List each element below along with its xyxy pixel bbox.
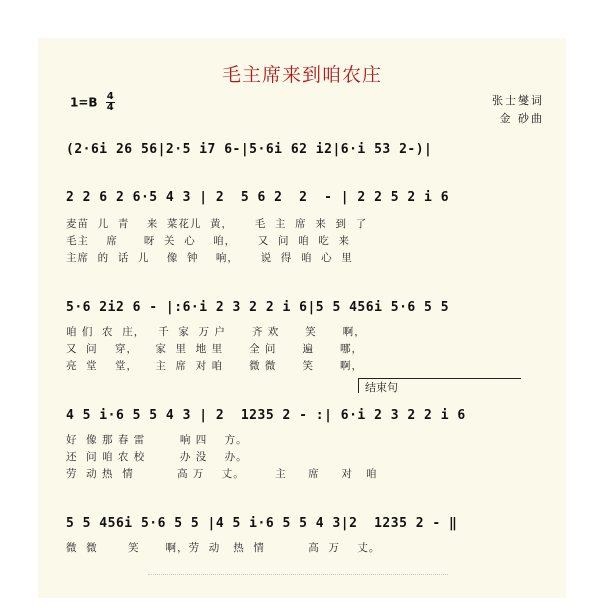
- song-title: 毛主席来到咱农庄: [221, 64, 382, 86]
- system-3-lyric-2: 还 问 咱 农 校 办 没 办。: [66, 451, 248, 463]
- system-3-lyric-3: 劳 动 热 情 高 万 丈。 主 席 对 咱: [66, 468, 378, 480]
- system-1-lyric-1: 麦苗 儿 青 来 菜花儿 黄， 毛 主 席 来 到 了: [66, 218, 368, 230]
- system-1-lyric-2: 毛主 席 呀 关 心 咱， 又 问 咱 吃 来: [66, 235, 350, 247]
- key-signature: [70, 92, 115, 113]
- key-label: 1=B: [70, 95, 98, 110]
- time-signature-top: 4: [106, 91, 114, 102]
- system-4-notes: 5 5 456i 5·6 5 5 |4 5 i·6 5 5 4 3|2 1235 2 - ‖: [66, 516, 458, 531]
- system-2-lyric-1: 咱 们 农 庄， 千 家 万 户 齐 欢 笑 啊，: [66, 326, 366, 338]
- lyricist-credit: 张士燮词: [492, 94, 544, 107]
- intro-notes: (2·6i 26 56|2·5 i7 6-|5·6i 62 i2|6·i 53 2-)|: [66, 142, 433, 157]
- time-signature-bottom: 4: [106, 102, 114, 113]
- system-3-notes: 4 5 i·6 5 5 4 3 | 2 1235 2 - :| 6·i 2 3 2 2 i 6: [66, 408, 466, 423]
- system-2-notes: 5·6 2i2 6 - |:6·i 2 3 2 2 i 6|5 5 456i 5·6 5 5: [66, 300, 450, 315]
- ending-bracket: [358, 378, 521, 393]
- system-3-lyric-1: 好 像 那 春 雷 响 四 方。: [66, 434, 248, 446]
- system-1-lyric-3: 主席 的 话 儿 像 钟 响， 说 得 咱 心 里: [66, 252, 353, 264]
- system-4-lyric-1: 微 微 笑 啊，劳 动 热 情 高 万 丈。: [66, 542, 381, 554]
- system-2-lyric-3: 亮 堂 堂， 主 席 对 咱 微 微 笑 啊，: [66, 360, 363, 372]
- ending-label: 结束句: [365, 381, 398, 394]
- sheet-music-page: [38, 38, 566, 598]
- system-1-notes: 2 2 6 2 6·5 4 3 | 2 5 6 2 2 - | 2 2 5 2 i 6: [66, 190, 450, 205]
- composer-credit: 金 砂曲: [499, 112, 544, 125]
- system-2-lyric-2: 又 问 穿， 家 里 地 里 全 问 遍 哪，: [66, 343, 363, 355]
- time-signature: [106, 92, 115, 113]
- faint-footer-line: [148, 574, 448, 578]
